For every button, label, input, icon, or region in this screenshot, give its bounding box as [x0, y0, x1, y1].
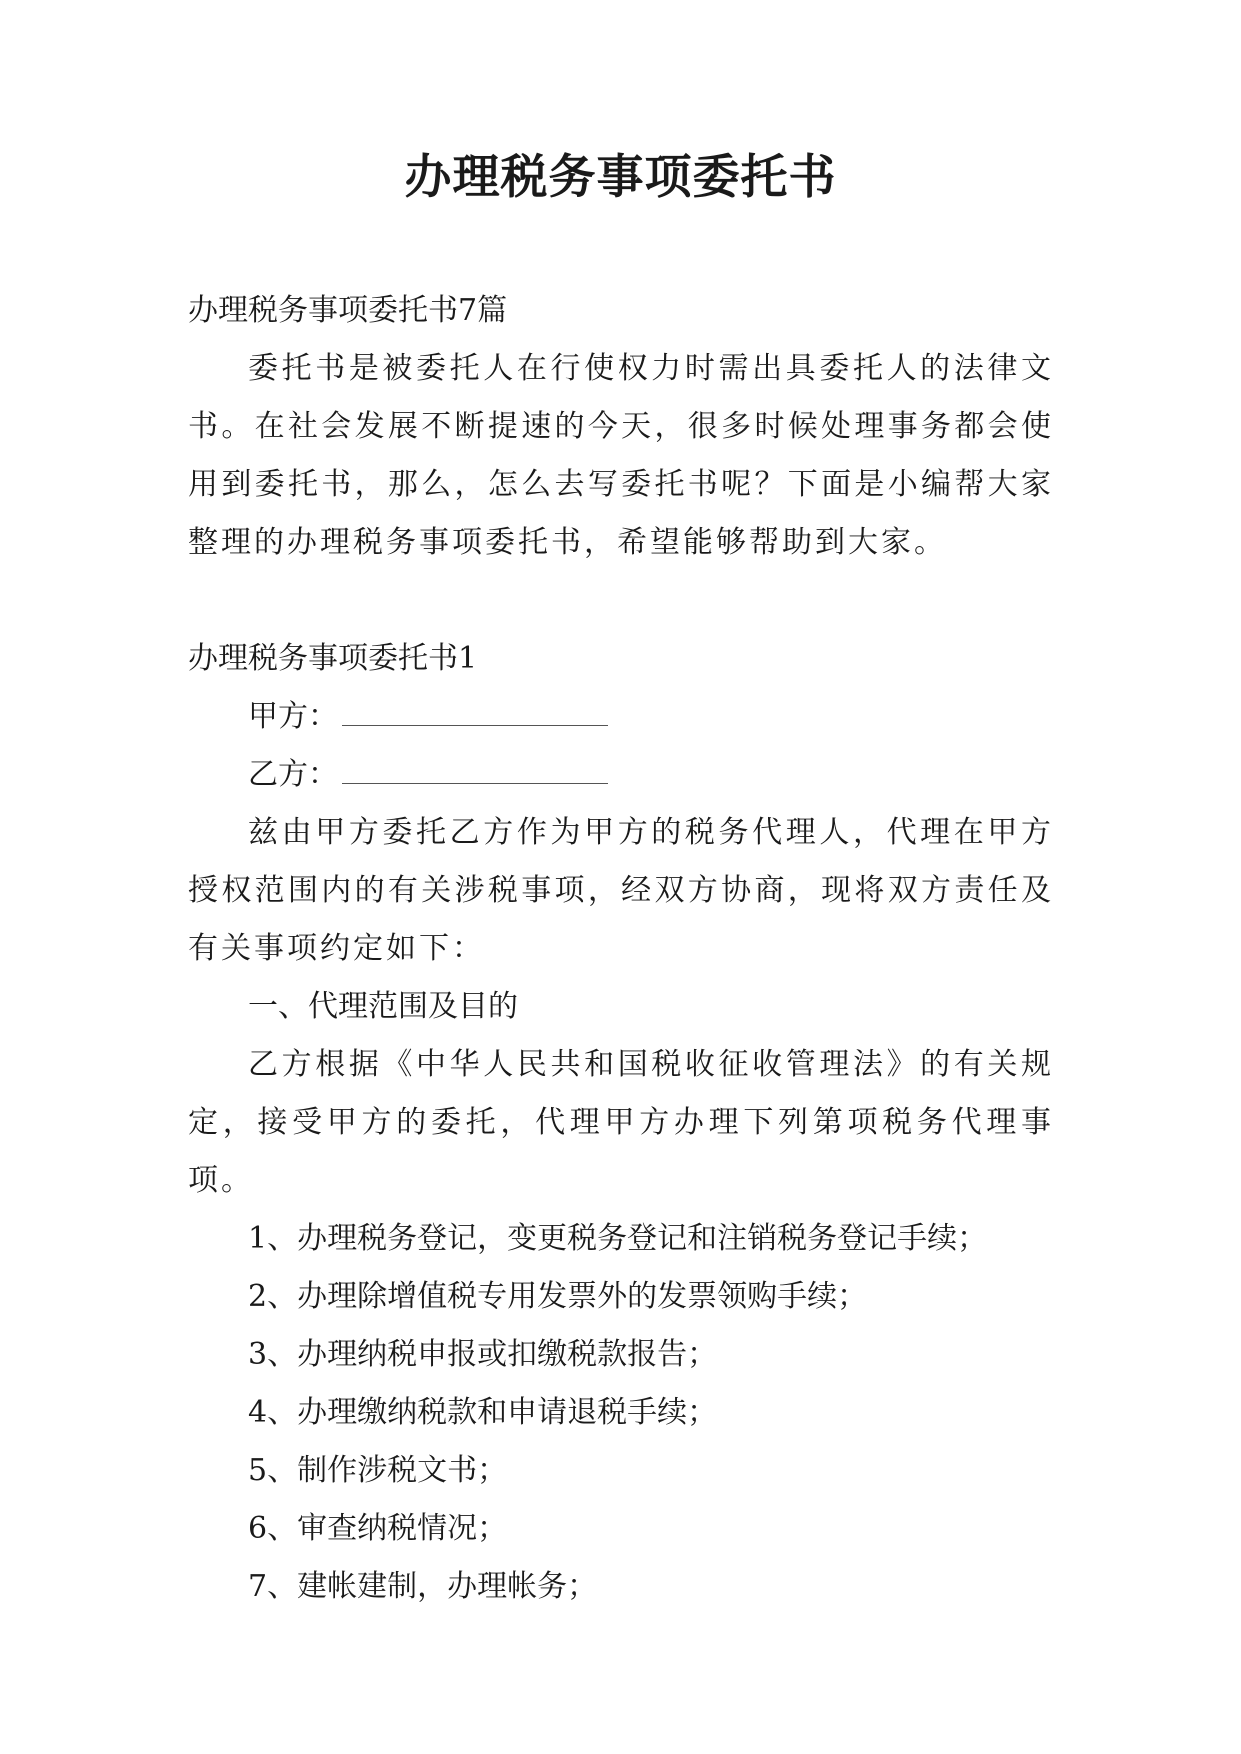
list-item: 7、建帐建制，办理帐务； [248, 1569, 598, 1604]
agreement-paragraph: 兹由甲方委托乙方作为甲方的税务代理人，代理在甲方授权范围内的有关涉税事项，经双方协商，现将双方责任及有关事项约定如下： [188, 815, 1054, 966]
intro-heading: 办理税务事项委托书7篇 [188, 293, 508, 328]
list-item: 2、办理除增值税专用发票外的发票领购手续； [248, 1279, 868, 1314]
list-item: 1、办理税务登记，变更税务登记和注销税务登记手续； [248, 1221, 988, 1256]
list-item: 6、审查纳税情况； [248, 1511, 508, 1546]
party-b-blank [342, 759, 608, 784]
document-title: 办理税务事项委托书 [404, 150, 837, 205]
party-a-blank [342, 701, 608, 726]
list-item: 4、办理缴纳税款和申请退税手续； [248, 1395, 718, 1430]
section1-heading: 办理税务事项委托书1 [188, 641, 478, 676]
party-b-line [188, 746, 1054, 804]
clause1-paragraph: 乙方根据《中华人民共和国税收征收管理法》的有关规定，接受甲方的委托，代理甲方办理下列第项税务代理事项。 [188, 1047, 1054, 1198]
party-a-line [188, 688, 1054, 746]
clause1-heading: 一、代理范围及目的 [248, 989, 518, 1024]
intro-paragraph: 委托书是被委托人在行使权力时需出具委托人的法律文书。在社会发展不断提速的今天，很多时候处理事务都会使用到委托书，那么，怎么去写委托书呢？下面是小编帮大家整理的办理税务事项委托书，希望能够帮助到大家。 [188, 351, 1054, 560]
section-spacer [188, 572, 1054, 630]
party-b-label: 乙方： [248, 757, 338, 792]
list-item: 5、制作涉税文书； [248, 1453, 508, 1488]
list-item: 3、办理纳税申报或扣缴税款报告； [248, 1337, 718, 1372]
party-a-label: 甲方： [248, 699, 338, 734]
document-body [188, 282, 1054, 1616]
